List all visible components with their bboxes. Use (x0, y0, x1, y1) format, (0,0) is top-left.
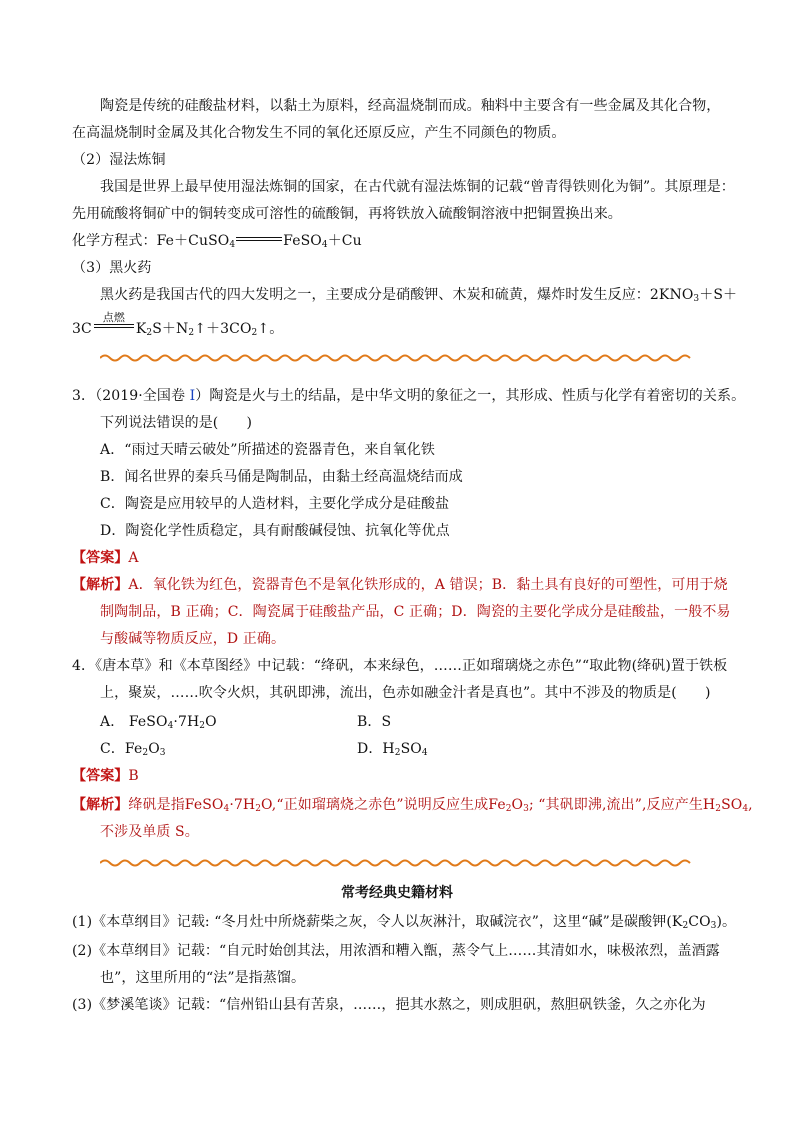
q3-option-d: D．陶瓷化学性质稳定，具有耐酸碱侵蚀、抗氧化等优点 (100, 523, 450, 539)
q3-option-b: B．闻名世界的秦兵马俑是陶制品，由黏土经高温烧结而成 (100, 469, 463, 485)
black-powder-paragraph-line-1: 黑火药是我国古代的四大发明之一，主要成分是硝酸钾、木炭和硫黄，爆炸时发生反应：$2KNO_3+S+$ (100, 287, 738, 304)
classics-item-2-line-2: 也”，这里所用的“法”是指蒸馏。 (100, 970, 306, 986)
classics-heading: 常考经典史籍材料 (341, 885, 453, 901)
equals-sign (236, 237, 282, 242)
q3-answer: 【答案】A (72, 550, 139, 566)
classics-item-2-line-1: (2)《本草纲目》记载：“自元时始创其法，用浓酒和糟入甑，蒸令气上……其清如水，味极浓烈，盖酒露 (72, 943, 720, 959)
q3-stem-line-1: 3．（2019·全国卷 Ⅰ）陶瓷是火与土的结晶，是中华文明的象征之一，其形成、性质与化学有着密切的关系。 (72, 388, 746, 404)
q4-analysis-line-1: 【解析】绛矾是指$FeSO_4\cdot 7H_2O,“$正如瑠璃烧之赤色”说明反应生成$Fe_2O_3$; “其矾即沸,流出”,反应产生$H_2SO_4$, (72, 797, 753, 814)
q3-analysis-line-3: 与酸碱等物质反应，D 正确。 (100, 631, 286, 647)
q4-stem-line-1: 4．《唐本草》和《本草图经》中记载：“绛矾，本来绿色，……正如瑠璃烧之赤色”“取此物(绛矾)置于铁板 (72, 658, 728, 674)
q3-option-c: C．陶瓷是应用较早的人造材料，主要化学成分是硅酸盐 (100, 496, 450, 512)
wet-copper-paragraph-line-1: 我国是世界上最早使用湿法炼铜的国家，在古代就有湿法炼铜的记载“曾青得铁则化为铜”。其原理是： (100, 179, 735, 195)
q3-option-a: A．“雨过天晴云破处”所描述的瓷器青色，来自氧化铁 (100, 442, 435, 458)
section-black-powder-title: （3）黑火药 (72, 260, 152, 276)
q4-option-d: D．$H_2SO_4$ (357, 741, 428, 758)
q4-option-a: A． $FeSO_4\cdot 7H_2O$ (100, 714, 217, 731)
wavy-divider (100, 353, 694, 363)
classics-item-1: (1)《本草纲目》记载: “冬月灶中所烧薪柴之灰，令人以灰淋汁，取碱浣衣”，这里“碱”是碳酸钾$(K_2CO_3)$。 (72, 914, 737, 931)
q3-stem-line-2: 下列说法错误的是( ) (100, 415, 253, 431)
q4-option-b: B．S (357, 714, 392, 730)
wet-copper-equation: 化学方程式：Fe＋CuSO$_4$ FeSO$_4$＋Cu (72, 233, 362, 250)
intro-paragraph-line-1: 陶瓷是传统的硅酸盐材料，以黏土为原料，经高温烧制而成。釉料中主要含有一些金属及其化合物， (100, 98, 721, 114)
classics-item-3-line-1: (3)《梦溪笔谈》记载：“信州铅山县有苦泉，……，挹其水熬之，则成胆矾，熬胆矾铁釜，久之亦化为 (72, 997, 706, 1013)
wavy-divider (100, 858, 694, 868)
wet-copper-paragraph-line-2: 先用硫酸将铜矿中的铜转变成可溶性的硫酸铜，再将铁放入硫酸铜溶液中把铜置换出来。 (72, 206, 622, 222)
q3-analysis-line-1: 【解析】A．氧化铁为红色，瓷器青色不是氧化铁形成的，A 错误；B．黏土具有良好的可塑性，可用于烧 (72, 577, 728, 593)
q4-stem-line-2: 上，聚炭，……吹令火炽，其矾即沸，流出，色赤如融金汁者是真也”。其中不涉及的物质是( ) (100, 685, 711, 701)
intro-paragraph-line-2: 在高温烧制时金属及其化合物发生不同的氧化还原反应，产生不同颜色的物质。 (72, 125, 566, 141)
q4-option-c: C．$Fe_2O_3$ (100, 741, 166, 758)
q4-answer: 【答案】B (72, 768, 139, 784)
black-powder-equation: 3C 点燃 $K_2S+N_2↑+3CO_2↑$。 (72, 311, 284, 338)
section-wet-copper-title: （2）湿法炼铜 (72, 152, 166, 168)
q4-analysis-line-2: 不涉及单质 S。 (100, 824, 199, 840)
q3-analysis-line-2: 制陶制品，B 正确；C．陶瓷属于硅酸盐产品，C 正确；D．陶瓷的主要化学成分是硅酸盐，一般不易 (100, 604, 731, 620)
reaction-condition-equals: 点燃 (94, 324, 134, 330)
